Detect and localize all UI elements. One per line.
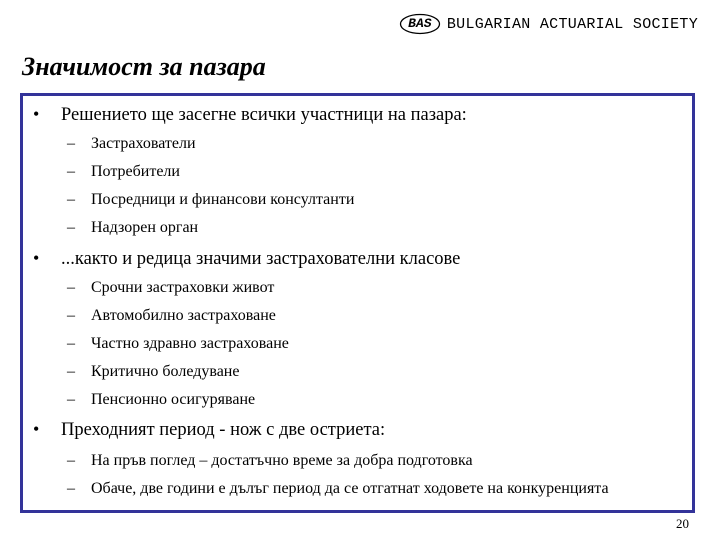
sub-item-text: Срочни застраховки живот xyxy=(91,279,275,296)
dash-marker: – xyxy=(67,307,75,324)
dash-marker: – xyxy=(67,363,75,380)
dash-marker: – xyxy=(67,279,75,296)
bullet-marker: • xyxy=(33,248,40,268)
sub-item-text: Критично боледуване xyxy=(91,363,240,380)
sub-item-text: Частно здравно застраховане xyxy=(91,335,289,352)
sub-item xyxy=(67,163,180,181)
sub-item-text: Обаче, две години е дълъг период да се отгатнат ходовете на конкуренцията xyxy=(91,480,609,497)
bullet-marker: • xyxy=(33,104,40,124)
sub-item xyxy=(67,391,255,409)
bullet-marker: • xyxy=(33,419,40,439)
header xyxy=(399,12,698,36)
bullet-item xyxy=(33,248,460,270)
page-number: 20 xyxy=(676,516,689,531)
bullet-item xyxy=(33,104,467,126)
dash-marker: – xyxy=(67,135,75,152)
sub-item xyxy=(67,335,289,353)
dash-marker: – xyxy=(67,391,75,408)
bullet-text: Решението ще засегне всички участници на пазара: xyxy=(61,105,467,125)
dash-marker: – xyxy=(67,163,75,180)
bullet-item xyxy=(33,419,385,441)
dash-marker: – xyxy=(67,452,75,469)
sub-item xyxy=(67,307,276,325)
sub-item-text: Посредници и финансови консултанти xyxy=(91,191,355,208)
sub-item xyxy=(67,135,196,153)
sub-item xyxy=(67,363,239,381)
sub-item xyxy=(67,480,609,498)
sub-item xyxy=(67,279,274,297)
dash-marker: – xyxy=(67,219,75,236)
bullet-text: Преходният период - нож с две остриета: xyxy=(61,420,386,440)
sub-item-text: Надзорен орган xyxy=(91,219,199,236)
sub-item xyxy=(67,452,473,470)
dash-marker: – xyxy=(67,191,75,208)
sub-item-text: Пенсионно осигуряване xyxy=(91,391,256,408)
sub-item-text: На пръв поглед – достатъчно време за добра подготовка xyxy=(91,452,473,469)
organization-name: BULGARIAN ACTUARIAL SOCIETY xyxy=(446,15,698,33)
sub-item-text: Застрахователи xyxy=(91,135,196,152)
bas-logo xyxy=(399,13,441,35)
page-title: Значимост за пазара xyxy=(22,52,266,81)
logo-text: BAS xyxy=(408,16,432,31)
sub-item xyxy=(67,219,198,237)
sub-item-text: Потребители xyxy=(91,163,180,180)
content-box xyxy=(20,93,695,513)
dash-marker: – xyxy=(67,480,75,497)
dash-marker: – xyxy=(67,335,75,352)
sub-item xyxy=(67,191,354,209)
bullet-text: ...както и редица значими застрахователни класове xyxy=(61,249,461,269)
sub-item-text: Автомобилно застраховане xyxy=(91,307,276,324)
